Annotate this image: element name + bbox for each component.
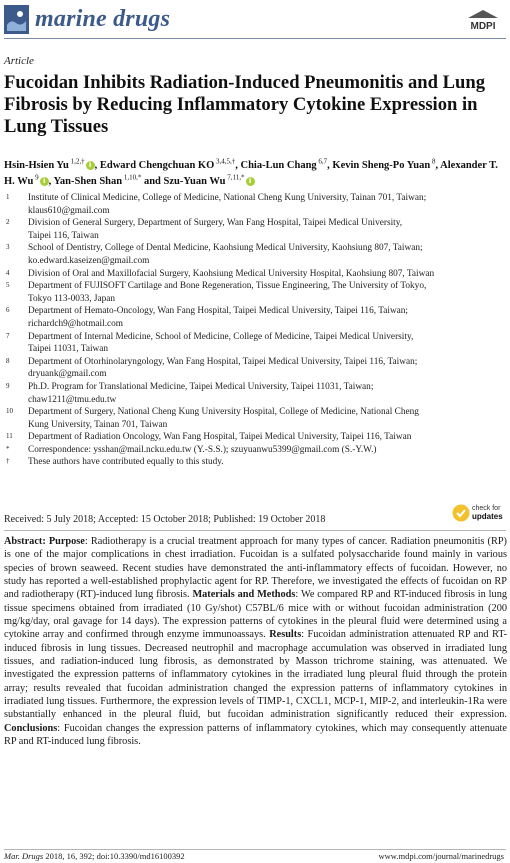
author-separator: , — [235, 160, 241, 171]
affiliation-text — [28, 217, 508, 242]
check-updates-line1: check for — [472, 505, 501, 512]
affiliation-line: Kung University, Tainan 701, Taiwan — [28, 419, 168, 430]
orcid-icon[interactable]: i — [86, 161, 95, 170]
affiliation-number: * — [6, 444, 10, 453]
affiliation-text — [28, 431, 508, 444]
abstract-heading: Conclusions — [4, 722, 58, 734]
header-divider — [4, 38, 506, 39]
affiliation-text — [28, 305, 508, 330]
affiliation-line: richardch9@hotmail.com — [28, 318, 124, 329]
author-affiliation-marker: 9 — [33, 173, 39, 182]
affiliation-number: 8 — [6, 356, 10, 365]
affiliation-item — [4, 456, 508, 469]
journal-name: marine drugs — [35, 6, 171, 32]
affiliation-line: Institute of Clinical Medicine, College of Medicine, National Cheng Kung University, Tainan 701, Taiwan; — [28, 193, 427, 203]
affiliation-item — [4, 217, 508, 242]
affiliation-number: 5 — [6, 281, 10, 290]
affiliation-item — [4, 192, 508, 217]
affiliation-line: Taipei 116, Taiwan — [28, 230, 99, 241]
abstract-heading: Results — [269, 629, 302, 641]
affiliation-item — [4, 431, 508, 444]
affiliation-list — [4, 192, 508, 469]
publisher-name: MDPI — [470, 21, 496, 32]
check-updates-line2: updates — [472, 512, 503, 521]
affiliation-number: 4 — [6, 268, 10, 277]
affiliation-line: School of Dentistry, College of Dental Medicine, Kaohsiung Medical University, Kaohsiung 807, Taiwan; — [28, 243, 423, 254]
author-affiliation-marker: 1,10,* — [122, 173, 142, 182]
author-list — [4, 158, 506, 190]
abstract-text: : Fucoidan changes the expression patterns of inflammatory cytokines, which may consequently attenuate RP and RT-induced lung fibrosis. — [4, 722, 507, 748]
author-affiliation-marker: 3,4,5,† — [214, 157, 236, 166]
affiliation-number: 2 — [6, 218, 10, 227]
author-separator: , — [94, 160, 100, 171]
author-separator: , — [435, 160, 441, 171]
affiliation-line: Tokyo 113-0033, Japan — [28, 293, 116, 304]
affiliation-item — [4, 444, 508, 457]
affiliation-line: These authors have contributed equally to this study. — [28, 457, 224, 468]
affiliation-line: Department of FUJISOFT Cartilage and Bone Regeneration, Tissue Engineering, The University of Tokyo, — [28, 281, 427, 292]
affiliation-line: Division of Oral and Maxillofacial Surgery, Kaohsiung Medical University Hospital, Kaohsiung 807, Taiwan — [28, 268, 435, 279]
affiliation-text — [28, 356, 508, 381]
affiliation-text — [28, 331, 508, 356]
abstract-heading: Abstract: Purpose — [4, 536, 85, 547]
check-updates-icon — [452, 504, 470, 522]
affiliation-number: 10 — [6, 407, 13, 416]
affiliation-line: Division of General Surgery, Department of Surgery, Wan Fang Hospital, Taipei Medical University, — [28, 218, 403, 229]
author-affiliation-marker: 6,7 — [316, 157, 328, 166]
affiliation-number: 9 — [6, 381, 10, 390]
affiliation-item — [4, 331, 508, 356]
affiliation-number: 1 — [6, 193, 10, 201]
affiliation-line: dryuank@gmail.com — [28, 369, 107, 380]
affiliation-item — [4, 242, 508, 267]
citation-details: 2018, 16, 392; doi:10.3390/md16100392 — [43, 851, 185, 861]
abstract — [4, 535, 507, 749]
author-name[interactable]: Kevin Sheng-Po Yuan — [332, 160, 431, 171]
author-separator: , — [327, 160, 333, 171]
author-name[interactable]: Yan-Shen Shan — [53, 176, 123, 187]
affiliation-number: 7 — [6, 331, 10, 340]
author-separator: and — [141, 176, 164, 187]
affiliation-text — [28, 456, 508, 469]
citation-journal: Mar. Drugs — [4, 851, 44, 861]
affiliation-item — [4, 305, 508, 330]
affiliation-item — [4, 280, 508, 305]
affiliation-text — [28, 192, 508, 217]
affiliation-text — [28, 268, 508, 281]
affiliation-item — [4, 268, 508, 281]
affiliation-line: Department of Radiation Oncology, Wan Fang Hospital, Taipei Medical University, Taipei 116, Taiwan — [28, 432, 412, 443]
abstract-text: : We compared RP and RT-induced fibrosis in lung tissue specimens obtained from irradiated (10 Gy/shot) C57BL/6 mice with or without fucoidan administration (200 mg/kg/day, oral gavage for 14 days). The expression patterns of cytokines in the pleural fluid were determined using a cytokine array and confirmed through enzyme immunoassays. — [4, 589, 507, 641]
abstract-text: : Fucoidan administration attenuated RP and RT-induced fibrosis in lung tissues. Decreased neutrophil and macrophage accumulation was observed in irradiated lung tissues, and radiation-induced lung fibrosis, as demonstrated by Masson trichrome staining, was attenuated. We investigated the expression patterns of inflammatory cytokines in the irradiated lung pleural fluid through the protein array; results revealed that fucoidan administration changed the expression patterns of inflammatory cytokines in irradiated lung tissues. Furthermore, the expression levels of TIMP-1, CXCL1, MCP-1, MIP-2, and interleukin-1Ra were substantially enhanced in the pleural fluid, but fucoidan administration significantly reduced their expression. — [4, 629, 507, 721]
affiliation-number: 6 — [6, 306, 10, 315]
author-affiliation-marker: 1,2,† — [68, 157, 85, 166]
affiliation-line: Department of Internal Medicine, School of Medicine, College of Medicine, Taipei Medical University, — [28, 331, 414, 342]
affiliation-line: Taipei 11031, Taiwan — [28, 344, 109, 355]
affiliation-item — [4, 381, 508, 406]
affiliation-line: ko.edward.kaseizen@gmail.com — [28, 255, 150, 266]
orcid-icon[interactable]: i — [40, 177, 49, 186]
publication-dates: Received: 5 July 2018; Accepted: 15 October 2018; Published: 19 October 2018 — [4, 514, 326, 525]
affiliation-text — [28, 381, 508, 406]
affiliation-number: 3 — [6, 243, 10, 252]
affiliation-line: Correspondence: ysshan@mail.ncku.edu.tw (Y.-S.S.); szuyuanwu5399@gmail.com (S.-Y.W.) — [28, 444, 377, 455]
footer-citation — [4, 851, 185, 861]
affiliation-item — [4, 406, 508, 431]
abstract-text: : Radiotherapy is a crucial treatment approach for many types of cancer. Radiation pneumonitis (RP) is one of the major complications in chest irradiation. Fucoidan is a sulfated polysaccharide found mainly in various species of brown seaweed. Recent studies have demonstrated the anti-inflammatory effects of fucoidan. However, no study has reported a well-established prophylactic agent for RP. Therefore, we investigated the effects of fucoidan on RP and radiotherapy (RT)-induced lung fibrosis. — [4, 536, 507, 601]
affiliation-item — [4, 356, 508, 381]
affiliation-number: † — [6, 457, 10, 466]
author-affiliation-marker: 7,11,* — [225, 173, 245, 182]
article-type: Article — [4, 55, 34, 67]
mdpi-logo-icon — [462, 8, 504, 32]
affiliation-text — [28, 280, 508, 305]
publisher-logo[interactable] — [462, 8, 504, 32]
footer-journal-url[interactable]: www.mdpi.com/journal/marinedrugs — [378, 851, 504, 861]
affiliation-line: Ph.D. Program for Translational Medicine, Taipei Medical University, Taipei 11031, Taiwan; — [28, 381, 374, 392]
author-affiliation-marker: 8 — [430, 157, 436, 166]
journal-logo[interactable] — [4, 5, 170, 34]
affiliation-line: klaus610@gmail.com — [28, 205, 110, 216]
affiliation-text — [28, 242, 508, 267]
check-for-updates-badge[interactable] — [452, 502, 504, 524]
check-updates-text — [472, 505, 503, 521]
article-title: Fucoidan Inhibits Radiation-Induced Pneumonitis and Lung Fibrosis by Reducing Inflammatory Cytokine Expression in Lung Tissues — [4, 72, 486, 137]
author-separator: , — [48, 176, 54, 187]
abstract-heading: Materials and Methods — [192, 589, 296, 601]
author-name[interactable]: Chia-Lun Chang — [240, 160, 317, 171]
affiliation-line: chaw1211@tmu.edu.tw — [28, 394, 117, 405]
dates-divider — [4, 530, 506, 531]
author-name[interactable]: Edward Chengchuan KO — [99, 160, 215, 171]
affiliation-line: Department of Surgery, National Cheng Kung University Hospital, College of Medicine, National Cheng — [28, 407, 419, 418]
author-name[interactable]: Szu-Yuan Wu — [163, 176, 226, 187]
affiliation-line: Department of Otorhinolaryngology, Wan Fang Hospital, Taipei Medical University, Taipei 116, Taiwan; — [28, 356, 418, 367]
author-name[interactable]: Alexander T. H. Wu — [4, 160, 498, 187]
footer-divider — [4, 849, 506, 850]
affiliation-line: Department of Hemato-Oncology, Wan Fang Hospital, Taipei Medical University, Taipei 116, Taiwan; — [28, 306, 409, 317]
affiliation-text — [28, 406, 508, 431]
orcid-icon[interactable]: i — [246, 177, 255, 186]
author-name[interactable]: Hsin-Hsien Yu — [4, 160, 69, 171]
affiliation-number: 11 — [6, 432, 13, 441]
journal-logo-icon — [4, 5, 29, 34]
affiliation-text — [28, 444, 508, 457]
